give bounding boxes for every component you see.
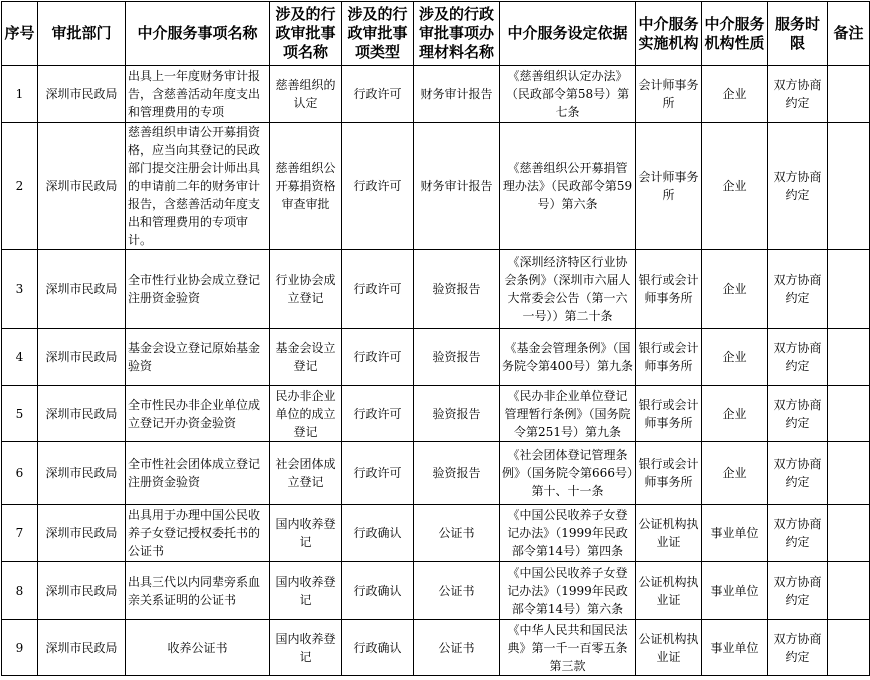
table-row xyxy=(2,66,870,123)
cell-materials: 财务审计报告 xyxy=(414,66,500,123)
cell-item-type: 行政许可 xyxy=(342,386,414,442)
header-materials: 涉及的行政审批事项办理材料名称 xyxy=(414,2,500,66)
cell-time-limit: 双方协商约定 xyxy=(768,442,828,505)
header-row xyxy=(2,2,870,66)
cell-org-nature: 事业单位 xyxy=(702,505,768,562)
cell-basis: 《民办非企业单位登记管理暂行条例》（国务院令第251号）第九条 xyxy=(500,386,636,442)
table-row xyxy=(2,123,870,250)
header-remark: 备注 xyxy=(828,2,870,66)
cell-remark xyxy=(828,250,870,329)
cell-org-nature: 企业 xyxy=(702,66,768,123)
cell-service-name: 全市性民办非企业单位成立登记开办资金验资 xyxy=(126,386,270,442)
cell-service-name: 基金会设立登记原始基金验资 xyxy=(126,329,270,386)
cell-service-name: 慈善组织申请公开募捐资格，应当向其登记的民政部门提交注册会计师出具的申请前二年的财务审计报告，含慈善活动年度支出和管理费用的专项审计。 xyxy=(126,123,270,250)
cell-materials: 验资报告 xyxy=(414,250,500,329)
cell-materials: 验资报告 xyxy=(414,329,500,386)
cell-org: 会计师事务所 xyxy=(636,123,702,250)
cell-org: 公证机构执业证 xyxy=(636,562,702,620)
cell-service-name: 出具三代以内同辈旁系血亲关系证明的公证书 xyxy=(126,562,270,620)
cell-dept: 深圳市民政局 xyxy=(38,386,126,442)
cell-materials: 验资报告 xyxy=(414,386,500,442)
table-row xyxy=(2,505,870,562)
cell-org-nature: 企业 xyxy=(702,329,768,386)
table-row xyxy=(2,250,870,329)
cell-time-limit: 双方协商约定 xyxy=(768,505,828,562)
cell-seq: 2 xyxy=(2,123,38,250)
cell-basis: 《慈善组织认定办法》（民政部令第58号）第七条 xyxy=(500,66,636,123)
header-time-limit: 服务时限 xyxy=(768,2,828,66)
table-row xyxy=(2,329,870,386)
cell-dept: 深圳市民政局 xyxy=(38,505,126,562)
cell-related-item: 民办非企业单位的成立登记 xyxy=(270,386,342,442)
cell-basis: 《慈善组织公开募捐管理办法》（民政部令第59号）第六条 xyxy=(500,123,636,250)
header-related-item: 涉及的行政审批事项名称 xyxy=(270,2,342,66)
cell-org: 公证机构执业证 xyxy=(636,505,702,562)
cell-seq: 8 xyxy=(2,562,38,620)
cell-related-item: 国内收养登记 xyxy=(270,505,342,562)
header-org: 中介服务实施机构 xyxy=(636,2,702,66)
cell-org: 公证机构执业证 xyxy=(636,620,702,676)
cell-basis: 《社会团体登记管理条例》（国务院令第666号）第十、十一条 xyxy=(500,442,636,505)
cell-materials: 公证书 xyxy=(414,505,500,562)
table-row xyxy=(2,442,870,505)
cell-seq: 6 xyxy=(2,442,38,505)
cell-related-item: 社会团体成立登记 xyxy=(270,442,342,505)
cell-remark xyxy=(828,66,870,123)
cell-seq: 5 xyxy=(2,386,38,442)
cell-related-item: 国内收养登记 xyxy=(270,620,342,676)
header-service-name: 中介服务事项名称 xyxy=(126,2,270,66)
cell-dept: 深圳市民政局 xyxy=(38,123,126,250)
cell-dept: 深圳市民政局 xyxy=(38,562,126,620)
cell-materials: 公证书 xyxy=(414,620,500,676)
cell-remark xyxy=(828,442,870,505)
cell-seq: 4 xyxy=(2,329,38,386)
cell-time-limit: 双方协商约定 xyxy=(768,66,828,123)
cell-related-item: 慈善组织公开募捐资格审查审批 xyxy=(270,123,342,250)
cell-service-name: 出具用于办理中国公民收养子女登记授权委托书的公证书 xyxy=(126,505,270,562)
cell-basis: 《中国公民收养子女登记办法》（1999年民政部令第14号）第六条 xyxy=(500,562,636,620)
cell-dept: 深圳市民政局 xyxy=(38,66,126,123)
cell-basis: 《深圳经济特区行业协会条例》（深圳市六届人大常委会公告（第一六一号））第二十条 xyxy=(500,250,636,329)
cell-time-limit: 双方协商约定 xyxy=(768,123,828,250)
header-org-nature: 中介服务机构性质 xyxy=(702,2,768,66)
cell-item-type: 行政许可 xyxy=(342,329,414,386)
cell-remark xyxy=(828,562,870,620)
cell-item-type: 行政许可 xyxy=(342,250,414,329)
cell-remark xyxy=(828,123,870,250)
cell-org-nature: 企业 xyxy=(702,442,768,505)
cell-org: 银行或会计师事务所 xyxy=(636,442,702,505)
cell-dept: 深圳市民政局 xyxy=(38,250,126,329)
cell-related-item: 国内收养登记 xyxy=(270,562,342,620)
cell-seq: 7 xyxy=(2,505,38,562)
table-row xyxy=(2,562,870,620)
cell-org-nature: 企业 xyxy=(702,386,768,442)
cell-related-item: 基金会设立登记 xyxy=(270,329,342,386)
cell-org-nature: 企业 xyxy=(702,250,768,329)
cell-materials: 验资报告 xyxy=(414,442,500,505)
cell-seq: 9 xyxy=(2,620,38,676)
cell-service-name: 出具上一年度财务审计报告，含慈善活动年度支出和管理费用的专项 xyxy=(126,66,270,123)
cell-remark xyxy=(828,505,870,562)
cell-org: 银行或会计师事务所 xyxy=(636,250,702,329)
service-table xyxy=(1,1,870,676)
cell-related-item: 行业协会成立登记 xyxy=(270,250,342,329)
cell-related-item: 慈善组织的认定 xyxy=(270,66,342,123)
cell-dept: 深圳市民政局 xyxy=(38,442,126,505)
table-row xyxy=(2,386,870,442)
cell-time-limit: 双方协商约定 xyxy=(768,329,828,386)
cell-item-type: 行政确认 xyxy=(342,620,414,676)
cell-org: 会计师事务所 xyxy=(636,66,702,123)
cell-org-nature: 企业 xyxy=(702,123,768,250)
cell-org-nature: 事业单位 xyxy=(702,620,768,676)
header-seq: 序号 xyxy=(2,2,38,66)
header-basis: 中介服务设定依据 xyxy=(500,2,636,66)
cell-seq: 3 xyxy=(2,250,38,329)
cell-dept: 深圳市民政局 xyxy=(38,620,126,676)
cell-time-limit: 双方协商约定 xyxy=(768,620,828,676)
cell-time-limit: 双方协商约定 xyxy=(768,250,828,329)
header-item-type: 涉及的行政审批事项类型 xyxy=(342,2,414,66)
cell-time-limit: 双方协商约定 xyxy=(768,562,828,620)
table-row xyxy=(2,620,870,676)
cell-remark xyxy=(828,620,870,676)
cell-remark xyxy=(828,386,870,442)
cell-dept: 深圳市民政局 xyxy=(38,329,126,386)
cell-basis: 《中国公民收养子女登记办法》（1999年民政部令第14号）第四条 xyxy=(500,505,636,562)
cell-materials: 公证书 xyxy=(414,562,500,620)
cell-item-type: 行政许可 xyxy=(342,66,414,123)
cell-item-type: 行政确认 xyxy=(342,562,414,620)
header-dept: 审批部门 xyxy=(38,2,126,66)
cell-item-type: 行政确认 xyxy=(342,505,414,562)
cell-remark xyxy=(828,329,870,386)
cell-basis: 《中华人民共和国民法典》第一千一百零五条第三款 xyxy=(500,620,636,676)
cell-org: 银行或会计师事务所 xyxy=(636,386,702,442)
cell-service-name: 全市性社会团体成立登记注册资金验资 xyxy=(126,442,270,505)
cell-item-type: 行政许可 xyxy=(342,123,414,250)
cell-org-nature: 事业单位 xyxy=(702,562,768,620)
cell-item-type: 行政许可 xyxy=(342,442,414,505)
cell-seq: 1 xyxy=(2,66,38,123)
cell-basis: 《基金会管理条例》（国务院令第400号）第九条 xyxy=(500,329,636,386)
cell-org: 银行或会计师事务所 xyxy=(636,329,702,386)
cell-service-name: 收养公证书 xyxy=(126,620,270,676)
cell-materials: 财务审计报告 xyxy=(414,123,500,250)
cell-service-name: 全市性行业协会成立登记注册资金验资 xyxy=(126,250,270,329)
cell-time-limit: 双方协商约定 xyxy=(768,386,828,442)
